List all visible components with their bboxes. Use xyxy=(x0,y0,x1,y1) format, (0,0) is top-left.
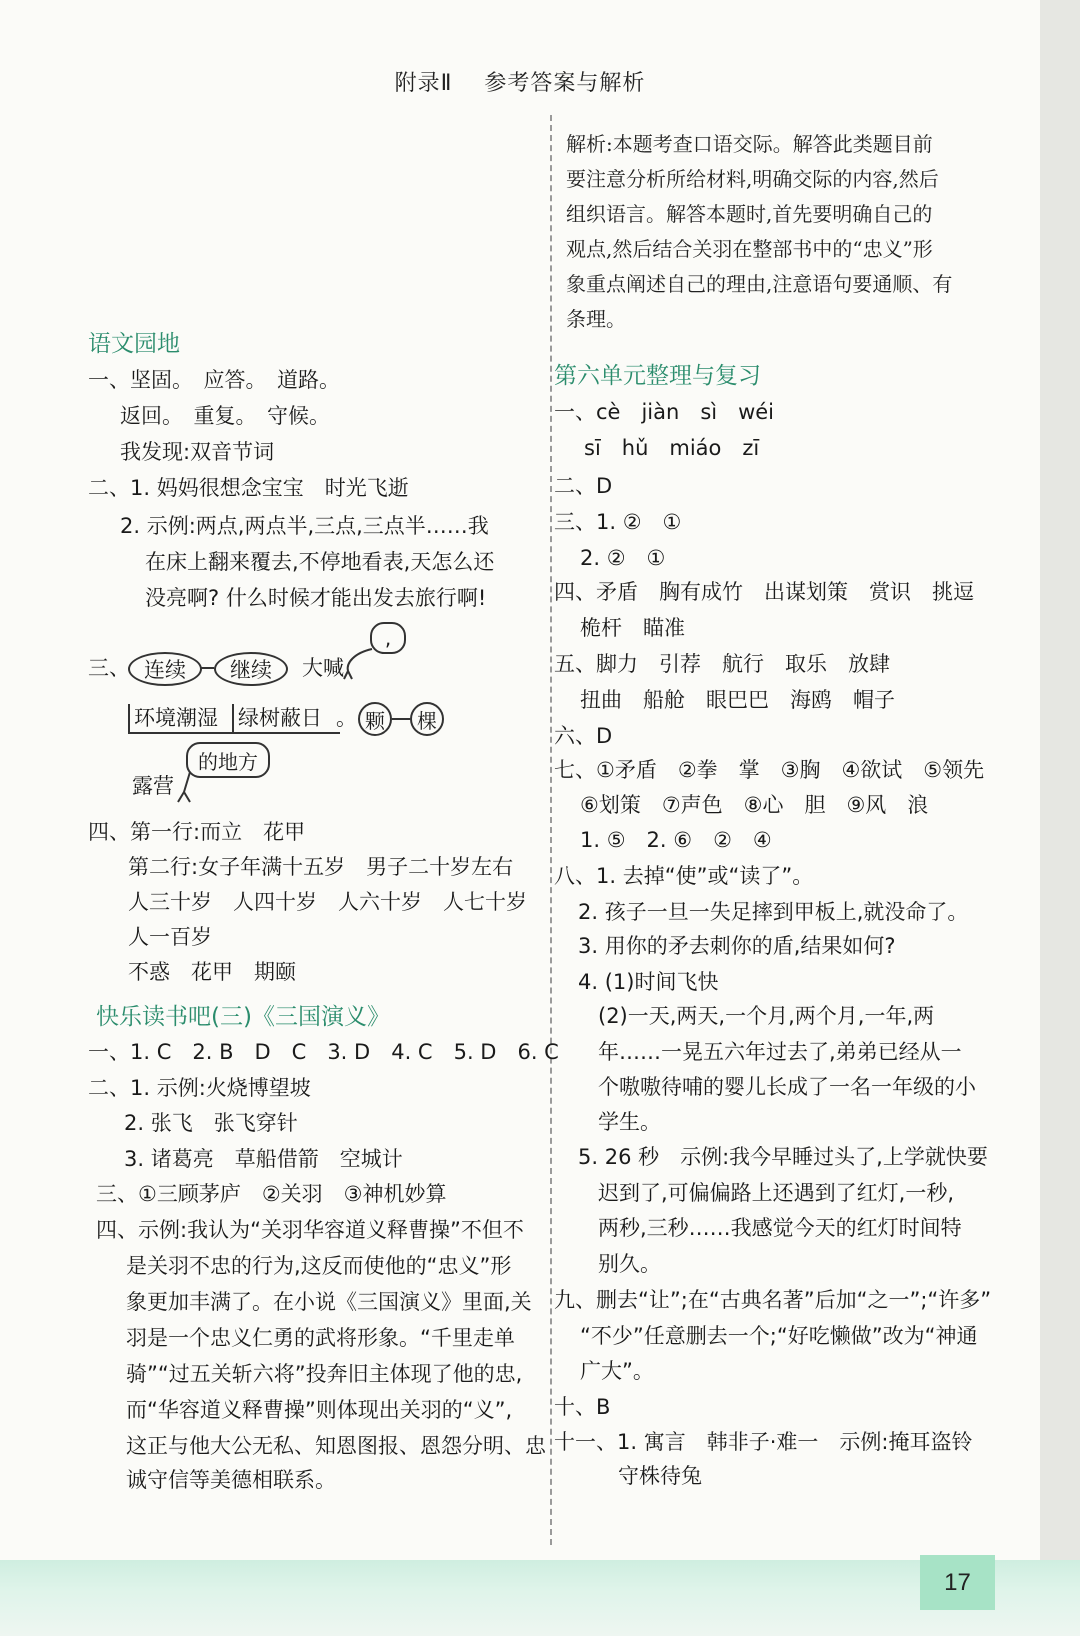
explanation-line: 组织语言。解答本题时,首先要明确自己的 xyxy=(566,202,933,226)
circle-mark: 棵 xyxy=(410,702,444,736)
answer-line: 五、脚力 引荐 航行 取乐 放肆 xyxy=(554,652,890,676)
answer-line: (2)一天,两天,一个月,两个月,一年,两 xyxy=(598,1004,935,1028)
oval-mark: 连续 xyxy=(128,652,202,686)
answer-line: 十一、1. 寓言 韩非子·难一 示例:掩耳盗铃 xyxy=(554,1430,973,1454)
explanation-line: 象重点阐述自己的理由,注意语句要通顺、有 xyxy=(566,272,953,296)
answer-line: 别久。 xyxy=(598,1252,661,1276)
answer-line: 2. ② ① xyxy=(580,546,666,570)
answer-line: 不惑 花甲 期颐 xyxy=(128,960,296,984)
answer-line: 诚守信等美德相联系。 xyxy=(126,1468,336,1492)
answer-line: 象更加丰满了。在小说《三国演义》里面,关 xyxy=(126,1290,532,1314)
answer-line: 七、①矛盾 ②拳 掌 ③胸 ④欲试 ⑤领先 xyxy=(554,758,985,782)
answer-line: 2. 示例:两点,两点半,三点,三点半……我 xyxy=(120,514,489,538)
answer-line: ⑥划策 ⑦声色 ⑧心 胆 ⑨风 浪 xyxy=(580,793,929,817)
answer-line: 这正与他大公无私、知恩图报、恩怨分明、忠 xyxy=(126,1434,546,1458)
answer-line: 骑”“过五关斩六将”投奔旧主体现了他的忠, xyxy=(126,1362,523,1386)
page-header xyxy=(0,66,1040,97)
answer-line: 桅杆 瞄准 xyxy=(580,616,685,640)
answer-line: 3. 诸葛亮 草船借箭 空城计 xyxy=(124,1147,403,1171)
answer-line: 露营 xyxy=(132,774,174,798)
explanation-line: 要注意分析所给材料,明确交际的内容,然后 xyxy=(566,167,939,191)
insert-bubble: 的地方 xyxy=(186,742,270,778)
answer-line: 学生。 xyxy=(598,1110,661,1134)
explanation-line: 条理。 xyxy=(566,307,626,331)
column-divider xyxy=(550,115,552,1545)
explanation-line: 观点,然后结合关羽在整部书中的“忠义”形 xyxy=(566,237,933,261)
answer-line: 迟到了,可偏偏路上还遇到了红灯,一秒, xyxy=(598,1181,955,1205)
insert-mark xyxy=(340,645,380,685)
insert-mark xyxy=(170,770,200,806)
header-title: 参考答案与解析 xyxy=(484,71,646,96)
answer-line: 没亮啊? 什么时候才能出发去旅行啊! xyxy=(145,586,487,610)
page-number: 17 xyxy=(920,1555,995,1610)
answer-line: 两秒,三秒……我感觉今天的红灯时间特 xyxy=(598,1216,962,1240)
section-title-yuwen: 语文园地 xyxy=(88,331,180,357)
answer-line: 绿树蔽日 xyxy=(238,706,322,730)
answer-line: 而“华容道义释曹操”则体现出关羽的“义”, xyxy=(126,1398,513,1422)
answer-line: 三、1. ② ① xyxy=(554,510,682,534)
oval-mark: 继续 xyxy=(214,652,288,686)
answer-line: 人一百岁 xyxy=(128,925,212,949)
header-appendix: 附录Ⅱ xyxy=(394,71,453,96)
answer-line: 个嗷嗷待哺的婴儿长成了一名一年级的小 xyxy=(598,1075,976,1099)
explanation-line: 解析:本题考查口语交际。解答此类题目前 xyxy=(566,132,933,156)
connector-line xyxy=(200,667,214,669)
answer-line: 四、第一行:而立 花甲 xyxy=(88,820,306,844)
circle-mark: 颗 xyxy=(358,702,392,736)
connector-line xyxy=(392,718,410,720)
answer-line: 一、坚固。 应答。 道路。 xyxy=(88,368,340,392)
answer-line: 一、1. C 2. B D C 3. D 4. C 5. D 6. C xyxy=(88,1040,559,1064)
answer-line: 二、D xyxy=(554,474,613,498)
answer-line: 四、矛盾 胸有成竹 出谋划策 赏识 挑逗 xyxy=(554,580,974,604)
answer-line: 2. 孩子一旦一失足摔到甲板上,就没命了。 xyxy=(578,900,969,924)
answer-line: 5. 26 秒 示例:我今早睡过头了,上学就快要 xyxy=(578,1145,988,1169)
answer-line: 十、B xyxy=(554,1395,611,1419)
answer-line: 3. 用你的矛去刺你的盾,结果如何? xyxy=(578,934,896,958)
answer-line: 1. ⑤ 2. ⑥ ② ④ xyxy=(580,828,772,852)
bottom-band xyxy=(0,1560,1080,1636)
answer-line: sī hǔ miáo zī xyxy=(584,436,760,460)
answer-line: 九、删去“让”;在“古典名著”后加“之一”;“许多” xyxy=(554,1288,992,1312)
answer-line: 八、1. 去掉“使”或“读了”。 xyxy=(554,864,814,888)
answer-line: 守株待兔 xyxy=(618,1464,702,1488)
answer-line: 羽是一个忠义仁勇的武将形象。“千里走单 xyxy=(126,1326,515,1350)
answer-line: 4. (1)时间飞快 xyxy=(578,970,719,994)
section-title-kuaile: 快乐读书吧(三)《三国演义》 xyxy=(96,1004,390,1030)
answer-line: 年……一晃五六年过去了,弟弟已经从一 xyxy=(598,1040,962,1064)
answer-line: 四、示例:我认为“关羽华容道义释曹操”不但不 xyxy=(96,1218,524,1242)
insert-bubble: , xyxy=(370,622,406,654)
answer-line: 在床上翻来覆去,不停地看表,天怎么还 xyxy=(145,550,495,574)
answer-line: 三、①三顾茅庐 ②关羽 ③神机妙算 xyxy=(96,1182,447,1206)
answer-line: 大喊 xyxy=(302,656,344,680)
answer-line: 一、cè jiàn sì wéi xyxy=(554,400,775,424)
answer-line: 三、 xyxy=(88,656,130,680)
answer-line: “不少”任意删去一个;“好吃懒做”改为“神通 xyxy=(580,1324,978,1348)
answer-line: 是关羽不忠的行为,这反而使他的“忠义”形 xyxy=(126,1254,512,1278)
answer-line: 二、1. 妈妈很想念宝宝 时光飞逝 xyxy=(88,476,409,500)
answer-line: 。 xyxy=(336,706,357,730)
section-title-unit6: 第六单元整理与复习 xyxy=(554,363,761,389)
answer-line: 扭曲 船舱 眼巴巴 海鸥 帽子 xyxy=(580,688,895,712)
answer-line: 返回。 重复。 守候。 xyxy=(120,404,330,428)
answer-line: 2. 张飞 张飞穿针 xyxy=(124,1111,298,1135)
answer-line: 广大”。 xyxy=(580,1359,654,1383)
answer-line: 人三十岁 人四十岁 人六十岁 人七十岁 xyxy=(128,890,527,914)
answer-line: 环境潮湿 xyxy=(134,706,218,730)
answer-line: 二、1. 示例:火烧博望坡 xyxy=(88,1076,311,1100)
answer-line: 我发现:双音节词 xyxy=(120,440,275,464)
answer-line: 第二行:女子年满十五岁 男子二十岁左右 xyxy=(128,855,514,879)
answer-line: 六、D xyxy=(554,724,613,748)
